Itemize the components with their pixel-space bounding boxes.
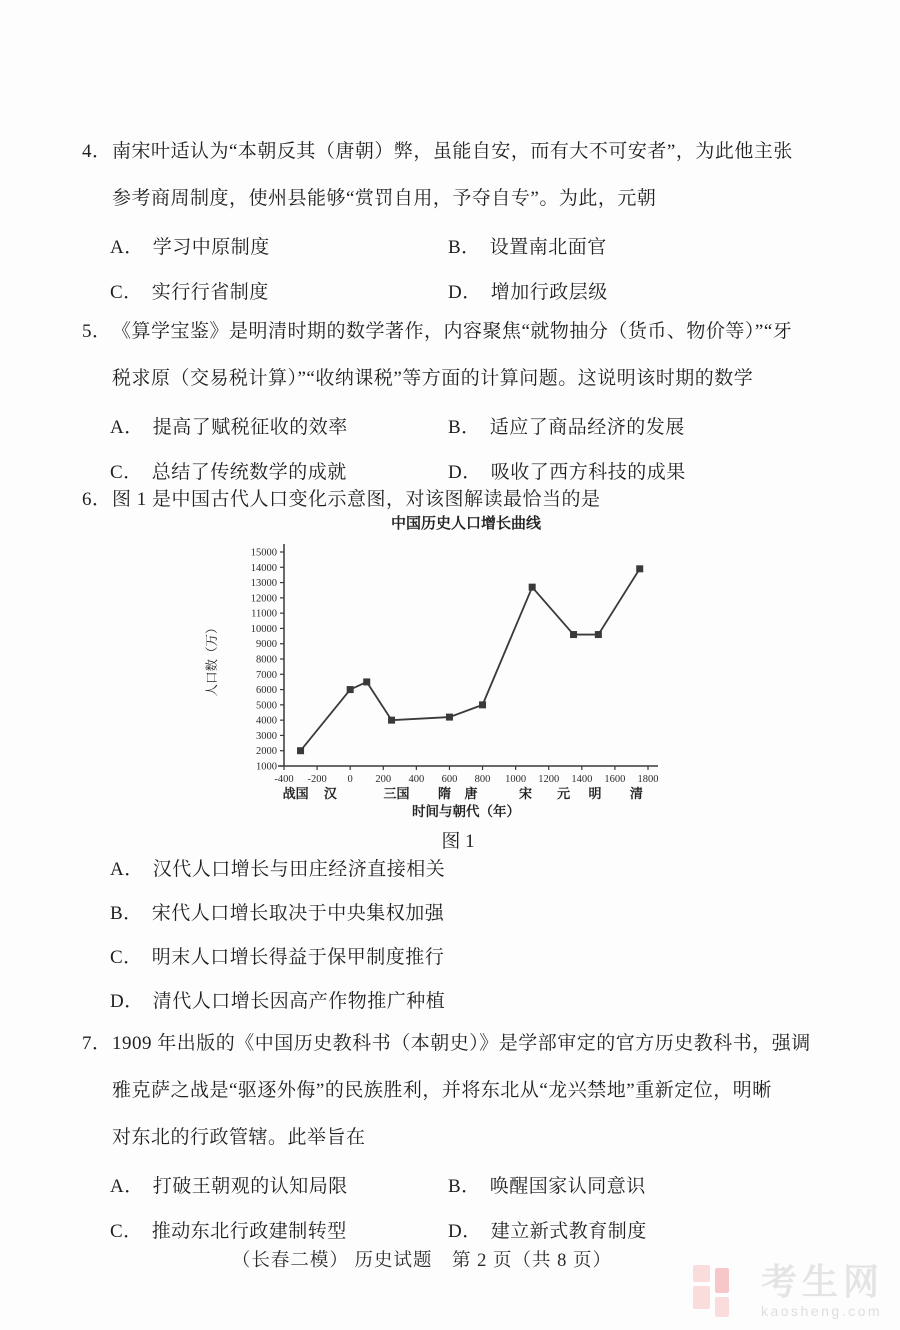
stem-line: 1909 年出版的《中国历史教科书（本朝史）》是学部审定的官方历史教科书，强调: [112, 1033, 811, 1054]
option-row: [110, 461, 448, 484]
option-row: [110, 946, 864, 969]
option-label: D．: [448, 282, 482, 303]
svg-text:8000: 8000: [256, 654, 277, 666]
question-number: 4．: [82, 141, 112, 162]
svg-text:400: 400: [408, 774, 425, 785]
stem-line: 参考商周制度，使州县能够“赏罚自用，予夺自专”。为此，元朝: [112, 188, 657, 209]
option-text: 提高了赋税征收的效率: [152, 417, 348, 438]
option-text: 推动东北行政建制转型: [151, 1221, 347, 1242]
option-row: [110, 990, 864, 1013]
stem-line: 对东北的行政管辖。此举旨在: [112, 1127, 366, 1148]
svg-text:人口数（万）: 人口数（万）: [205, 621, 219, 697]
question-number: 5．: [82, 321, 112, 342]
svg-text:-200: -200: [307, 774, 327, 785]
option-label: B．: [448, 237, 481, 258]
watermark-site-url: kaosheng.com: [760, 1303, 883, 1319]
question-7: [82, 1032, 864, 1243]
option-text: 建立新式教育制度: [490, 1221, 647, 1242]
option-text: 打破王朝观的认知局限: [152, 1176, 348, 1197]
figure-caption: 图 1: [441, 831, 475, 852]
watermark-site-name: 考生网: [760, 1261, 884, 1302]
svg-text:14000: 14000: [250, 562, 277, 574]
svg-text:600: 600: [441, 774, 458, 785]
svg-text:隋: 隋: [437, 786, 451, 801]
option-label: B．: [448, 1176, 481, 1197]
option-label: A．: [110, 859, 144, 880]
option-row: [110, 1220, 448, 1243]
watermark: [693, 1261, 884, 1319]
stem-line: 南宋叶适认为“本朝反其（唐朝）弊，虽能自安，而有大不可安者”，为此他主张: [112, 141, 793, 162]
option-text: 实行行省制度: [151, 282, 269, 303]
option-text: 适应了商品经济的发展: [489, 417, 685, 438]
question-number: 7．: [82, 1033, 112, 1054]
option-text: 汉代人口增长与田庄经济直接相关: [152, 859, 446, 880]
option-text: 宋代人口增长取决于中央集权加强: [151, 903, 445, 924]
svg-text:元: 元: [557, 786, 571, 801]
svg-text:1600: 1600: [604, 774, 626, 785]
svg-text:6000: 6000: [256, 685, 277, 697]
question-5: [82, 320, 864, 484]
stem-line: 《算学宝鉴》是明清时期的数学著作，内容聚焦“就物抽分（货币、物价等）”“牙: [112, 321, 793, 342]
option-label: D．: [448, 462, 482, 483]
svg-text:9000: 9000: [256, 639, 277, 651]
svg-text:-400: -400: [274, 774, 294, 785]
question-7-options: [82, 1175, 864, 1243]
svg-text:清: 清: [629, 786, 643, 801]
svg-text:200: 200: [375, 774, 392, 785]
figure-1: [196, 512, 676, 853]
option-text: 增加行政层级: [490, 282, 608, 303]
option-label: C．: [110, 1221, 143, 1242]
chart-title: 中国历史人口增长曲线: [390, 515, 541, 532]
stem-line: 税求原（交易税计算）”“收纳课税”等方面的计算问题。这说明该时期的数学: [112, 368, 754, 389]
option-label: D．: [448, 1221, 482, 1242]
question-4-stem: [82, 140, 864, 234]
option-text: 清代人口增长因高产作物推广种植: [152, 991, 446, 1012]
option-row: [110, 902, 864, 925]
svg-text:2000: 2000: [256, 746, 277, 758]
option-label: C．: [110, 462, 143, 483]
question-number: 6．: [82, 489, 112, 510]
option-row: [110, 858, 864, 881]
option-row: [448, 1175, 864, 1198]
svg-text:0: 0: [347, 774, 353, 785]
svg-text:时间与朝代（年）: 时间与朝代（年）: [412, 804, 520, 819]
svg-text:战国: 战国: [282, 786, 309, 801]
option-row: [110, 236, 448, 259]
option-text: 总结了传统数学的成就: [151, 462, 347, 483]
svg-text:1000: 1000: [256, 761, 277, 773]
question-4-options: [82, 236, 864, 304]
question-6-options: [82, 858, 864, 1034]
svg-text:5000: 5000: [256, 700, 277, 712]
option-label: A．: [110, 1176, 144, 1197]
question-5-options: [82, 416, 864, 484]
option-row: [448, 416, 864, 439]
kaosheng-logo-icon: [693, 1264, 747, 1318]
svg-text:11000: 11000: [251, 608, 277, 620]
option-row: [110, 281, 448, 304]
option-label: A．: [110, 417, 144, 438]
svg-text:明: 明: [588, 786, 602, 801]
option-row: [448, 281, 864, 304]
option-text: 学习中原制度: [152, 237, 270, 258]
stem-line: 雅克萨之战是“驱逐外侮”的民族胜利，并将东北从“龙兴禁地”重新定位，明晰: [112, 1080, 772, 1101]
option-label: B．: [448, 417, 481, 438]
svg-text:1200: 1200: [538, 774, 560, 785]
svg-text:13000: 13000: [250, 578, 277, 590]
question-7-stem: [82, 1032, 864, 1173]
question-5-stem: [82, 320, 864, 414]
stem-line: 图 1 是中国古代人口变化示意图，对该图解读最恰当的是: [112, 489, 601, 510]
option-row: [448, 1220, 864, 1243]
svg-text:800: 800: [474, 774, 491, 785]
option-row: [448, 236, 864, 259]
svg-text:4000: 4000: [256, 715, 277, 727]
option-label: A．: [110, 237, 144, 258]
page-footer: （长春二模） 历史试题 第 2 页（共 8 页）: [231, 1251, 613, 1271]
svg-text:12000: 12000: [250, 593, 277, 605]
option-label: D．: [110, 991, 144, 1012]
svg-text:三国: 三国: [383, 786, 410, 801]
svg-text:7000: 7000: [256, 669, 277, 681]
svg-text:唐: 唐: [464, 786, 478, 801]
population-chart-svg: [196, 536, 666, 824]
option-text: 明末人口增长得益于保甲制度推行: [151, 947, 445, 968]
option-text: 唤醒国家认同意识: [489, 1176, 646, 1197]
svg-text:15000: 15000: [250, 547, 277, 559]
option-row: [448, 461, 864, 484]
option-text: 设置南北面官: [489, 237, 607, 258]
option-label: C．: [110, 947, 143, 968]
svg-text:10000: 10000: [250, 623, 277, 635]
question-4: [82, 140, 864, 304]
option-label: C．: [110, 282, 143, 303]
svg-text:汉: 汉: [323, 786, 337, 801]
svg-text:宋: 宋: [519, 786, 533, 801]
option-row: [110, 416, 448, 439]
svg-text:1800: 1800: [637, 774, 659, 785]
option-text: 吸收了西方科技的成果: [490, 462, 686, 483]
option-row: [110, 1175, 448, 1198]
svg-text:1400: 1400: [571, 774, 593, 785]
svg-text:1000: 1000: [505, 774, 527, 785]
svg-text:3000: 3000: [256, 730, 277, 742]
option-label: B．: [110, 903, 143, 924]
